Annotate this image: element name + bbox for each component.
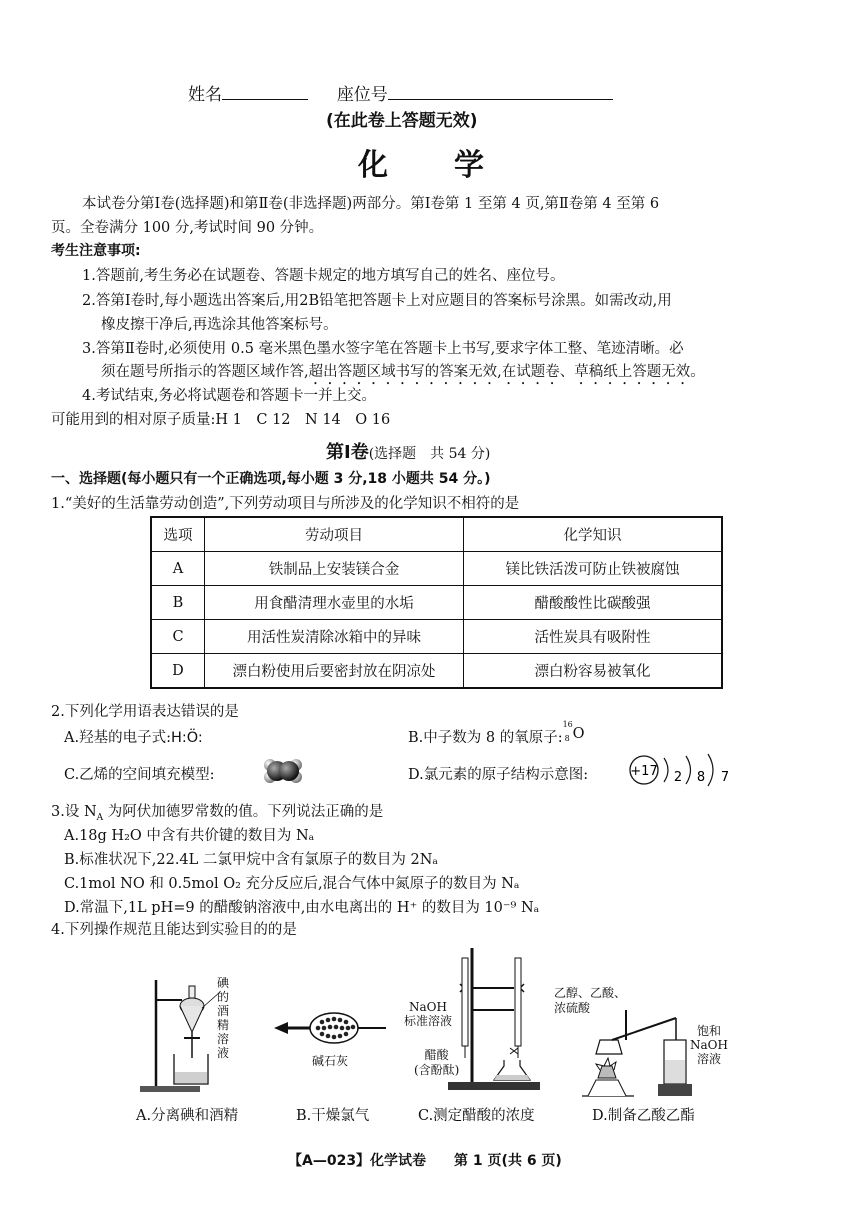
note-2: 2.答第Ⅰ卷时,每小题选出答案后,用2B铅笔把答题卡上对应题目的答案标号涂黑。如需改动,用: [82, 293, 672, 309]
part1-title: 第Ⅰ卷: [326, 442, 369, 463]
q1-stem: 1.“美好的生活靠劳动创造”,下列劳动项目与所涉及的化学知识不相符的是: [51, 496, 520, 512]
iodine-label: [216, 976, 230, 1060]
q2-a-text: A.羟基的电子式:: [64, 730, 171, 746]
acetic-label-line: (含酚酞): [414, 1063, 460, 1077]
shell-electrons: 8: [696, 770, 706, 785]
q2-stem: 2.下列化学用语表达错误的是: [51, 704, 239, 720]
isotope-symbol: O: [572, 726, 585, 742]
table-row: [151, 586, 722, 620]
reactants-line: 乙醇、乙酸、: [554, 986, 627, 1000]
atomic-mass: 可能用到的相对原子质量:H 1 C 12 N 14 O 16: [51, 412, 391, 428]
q4-caption-c: C.测定醋酸的浓度: [418, 1108, 535, 1124]
acetic-acid-label: [414, 1048, 459, 1078]
q3-stem: [51, 800, 383, 823]
intro-line-1: 本试卷分第Ⅰ卷(选择题)和第Ⅱ卷(非选择题)两部分。第Ⅰ卷第 1 至第 4 页,第Ⅱ卷第 4 至第 6: [82, 196, 660, 212]
table-header: 化学知识: [464, 517, 723, 552]
exam-title: 化 学: [358, 148, 486, 183]
saturated-naoh-label: [690, 1024, 728, 1066]
table-cell: 用食醋清理水壶里的水垢: [205, 586, 464, 620]
reactants-label: [554, 986, 626, 1016]
table-cell: 活性炭具有吸附性: [464, 620, 723, 654]
section-heading: 一、选择题(每小题只有一个正确选项,每小题 3 分,18 小题共 54 分。): [51, 471, 491, 487]
seat-label: 座位号: [336, 85, 388, 105]
q4-stem: 4.下列操作规范且能达到实验目的的是: [51, 922, 297, 938]
table-row: [151, 620, 722, 654]
name-label: 姓名: [188, 85, 222, 105]
note-3: 3.答第Ⅱ卷时,必须使用 0.5 毫米黑色墨水签字笔在答题卡上书写,要求字体工整、笔迹清晰。必: [82, 341, 684, 357]
table-header: 选项: [151, 517, 205, 552]
shell-electrons: 2: [673, 770, 683, 785]
table-cell: D: [151, 654, 205, 689]
iodine-label-char: 碘: [216, 976, 229, 990]
q3-stem-pre: 3.设 N: [51, 804, 97, 820]
q4-caption-b: B.干燥氯气: [296, 1108, 370, 1124]
q3-option-a: A.18g H₂O 中含有共价键的数目为 Nₐ: [64, 828, 315, 844]
name-blank[interactable]: [222, 83, 308, 100]
notice-text: (在此卷上答题无效): [326, 111, 478, 131]
sat-label-line: 饱和: [696, 1024, 721, 1038]
note-4: 4.考试结束,务必将试题卷和答题卡一并上交。: [82, 388, 376, 404]
table-cell: 镁比铁活泼可防止铁被腐蚀: [464, 552, 723, 586]
shell-electrons: 7: [720, 770, 730, 785]
isotope-z: 8: [564, 734, 570, 743]
q2-option-a: [64, 726, 203, 747]
hydroxyl-formula: H:Ö:: [170, 730, 203, 746]
chlorine-atom-diagram: [628, 752, 736, 788]
table-cell: 铁制品上安装镁合金: [205, 552, 464, 586]
table-row: [151, 654, 722, 689]
acetic-label-line: 醋酸: [424, 1048, 449, 1062]
table-row: [151, 552, 722, 586]
table-cell: 漂白粉容易被氧化: [464, 654, 723, 689]
note-2-cont: 橡皮擦干净后,再选涂其他答案标号。: [101, 317, 338, 333]
q4-caption-a: A.分离碘和酒精: [136, 1108, 239, 1124]
drying-tube-diagram: [272, 1010, 392, 1046]
table-cell: B: [151, 586, 205, 620]
iodine-label-char: 液: [216, 1046, 229, 1060]
seat-blank[interactable]: [388, 83, 613, 100]
q2-option-c: [64, 763, 215, 784]
note-3-emphasis: 超出答题区域书写的答案无效,在试题卷、草稿纸上答题无效: [308, 364, 691, 380]
q3-option-d: D.常温下,1L pH=9 的醋酸钠溶液中,由水电离出的 H⁺ 的数目为 10⁻⁹ Nₐ: [64, 900, 540, 916]
page-footer: 【A—023】化学试卷 第 1 页(共 6 页): [288, 1153, 562, 1169]
note-3-cont-a: 须在题号所指示的答题区域作答,: [101, 364, 309, 380]
q3-option-c: C.1mol NO 和 0.5mol O₂ 充分反应后,混合气体中氮原子的数目为 Nₐ: [64, 876, 520, 892]
sat-label-line: 溶液: [696, 1052, 721, 1066]
naoh-label-line: NaOH: [409, 1000, 447, 1014]
q3-stem-sub: A: [96, 812, 104, 823]
q2-option-b: [408, 720, 589, 747]
iodine-label-char: 的: [216, 990, 229, 1004]
table-cell: 用活性炭清除冰箱中的异味: [205, 620, 464, 654]
iodine-label-char: 精: [216, 1018, 229, 1032]
q4-caption-d: D.制备乙酸乙酯: [592, 1108, 695, 1124]
ethylene-model-icon: [262, 756, 304, 786]
q2-d-text: D.氯元素的原子结构示意图:: [408, 767, 589, 783]
table-header: 劳动项目: [205, 517, 464, 552]
q2-option-d: [408, 763, 588, 784]
q1-table: [150, 516, 723, 689]
iodine-label-char: 酒: [216, 1004, 229, 1018]
table-cell: 漂白粉使用后要密封放在阴凉处: [205, 654, 464, 689]
q3-option-b: B.标准状况下,22.4L 二氯甲烷中含有氯原子的数目为 2Nₐ: [64, 852, 439, 868]
name-seat-line: [188, 80, 613, 105]
naoh-label-line: 标准溶液: [404, 1014, 453, 1028]
q2-c-text: C.乙烯的空间填充模型:: [64, 767, 215, 783]
table-cell: A: [151, 552, 205, 586]
naoh-standard-label: [404, 1000, 452, 1028]
table-header-row: [151, 517, 722, 552]
sat-label-line: NaOH: [690, 1038, 728, 1052]
part1-heading: [326, 438, 490, 464]
part1-subtitle: (选择题 共 54 分): [368, 446, 491, 462]
table-cell: C: [151, 620, 205, 654]
q2-b-text: B.中子数为 8 的氧原子:: [408, 730, 563, 746]
notes-heading: 考生注意事项:: [51, 243, 141, 259]
intro-line-2: 页。全卷满分 100 分,考试时间 90 分钟。: [51, 220, 324, 236]
reactants-line: 浓硫酸: [554, 1001, 591, 1015]
table-cell: 醋酸酸性比碳酸强: [464, 586, 723, 620]
nucleus-charge: +17: [630, 764, 658, 779]
q3-stem-post: 为阿伏加德罗常数的值。下列说法正确的是: [103, 804, 384, 820]
note-1: 1.答题前,考生务必在试题卷、答题卡规定的地方填写自己的姓名、座位号。: [82, 268, 565, 284]
soda-lime-label: 碱石灰: [312, 1054, 349, 1068]
note-3-end: 。: [690, 364, 705, 380]
iodine-label-char: 溶: [216, 1032, 229, 1046]
isotope-mass: 16: [562, 720, 573, 729]
